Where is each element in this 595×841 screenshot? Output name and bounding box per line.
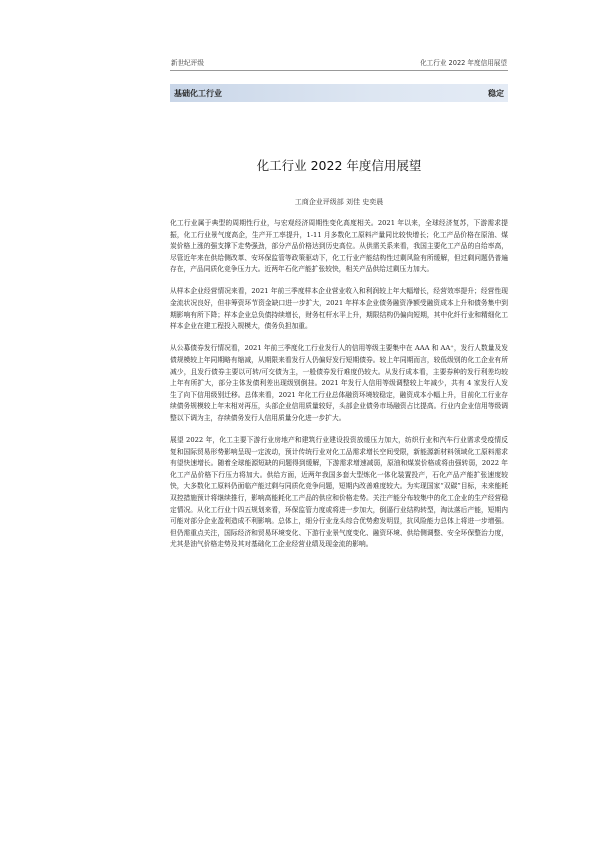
section-industry: 基础化工行业 xyxy=(174,89,222,98)
author-line: 工商企业评级部 刘佳 史奕晨 xyxy=(294,198,384,206)
section-outlook: 稳定 xyxy=(488,89,504,98)
page-title: 化工行业 2022 年度信用展望 xyxy=(256,158,422,173)
section-bar xyxy=(170,84,508,102)
paragraph: 从样本企业经营情况来看，2021 年前三季度样本企业营业收入和利润较上年大幅增长，经营效率提升；经营性现金流状况良好，但非筹资环节资金缺口进一步扩大，2021 年样本企业债务融资净额受融资成本上升和债务集中到期影响有所下降；样本企业总负债持续增长，财务杠杆水平上升，期限结构仍偏向短期，其中化纤行业和精细化工样本企业在建工程投入规模大，债务负担加重。 xyxy=(170,287,508,331)
header-doc-title: 化工行业 2022 年度信用展望 xyxy=(420,59,507,67)
paragraph: 化工行业属于典型的周期性行业，与宏观经济周期性变化高度相关。2021 年以来，全球经济复苏，下游需求提振，化工行业景气度高企，生产开工率提升，1-11 月多数化工原料产量同比较快增长；化工产品价格在原油、煤炭价格上涨的强支撑下走势强劲，部分产品价格达到历史高位。从供需关系来看，我国主要化工产品的自给率高，尽管近年来在供给侧改革、安环保监管等政策驱动下，化工行业产能结构性过剩风险有所缓解，但过剩问题仍普遍存在，产品同质化竞争压力大。近两年石化产能扩张较快，相关产品供给过剩压力加大。 xyxy=(170,219,508,274)
page-header xyxy=(170,54,508,71)
paragraph: 从公募债券发行情况看，2021 年前三季度化工行业发行人的信用等级主要集中在 AAA 和 AA⁺，发行人数量及发债规模较上年同期略有缩减，从期限来看发行人仍偏好发行短期债券。较上年同期而言，较低级别的化工企业有所减少，且发行债券主要以可转/可交债为主，一般债券发行难度仍较大。从发行成本看，主要券种的发行利差均较上年有所扩大，部分主体发债利差出现级别倒挂。2021 年发行人信用等级调整较上年减少，共有 4 家发行人发生了向下信用级别迁移。总体来看，2021 年化工行业总体融资环境较稳定，融资成本小幅上升，目前化工行业存续债务规模较上年末相对再压，头部企业信用质量较好，头部企业债务市场融资占比提高。行业内企业信用等级调整以下调为主，存续债务发行人信用质量分化进一步扩大。 xyxy=(170,344,508,422)
paragraph: 展望 2022 年，化工主要下游行业房地产和建筑行业建设投资放缓压力加大，纺织行业和汽车行业需求受疫情反复和国际贸易形势影响呈现一定波动，预计传统行业对化工品需求增长空间受限，新能源新材料领域化工原料需求有望快速增长。随着全球能源短缺的问题得到缓解，下游需求增速减弱，原油和煤炭价格或将由强转弱，2022 年化工产品价格下行压力将加大。供给方面，近两年我国多套大型炼化一体化装置投产，石化产品产能扩张速度较快，大多数化工原料仍面临产能过剩与同质化竞争问题，短期内改善难度较大。为实现国家“双碳”目标，未来能耗双控措施预计将继续推行，影响高能耗化工产品的供应和价格走势。关注产能分布较集中的化工企业的生产经营稳定情况。从化工行业十四五规划来看，环保监管力度或将进一步加大，倒逼行业结构转型，淘汰落后产能，短期内可能对部分企业盈利造成不利影响。总体上，细分行业龙头综合优势愈发明显，抗风险能力总体上将进一步增强。但仍需重点关注，国际经济和贸易环境变化、下游行业景气度变化、融资环境、供给侧调整、安全环保整治力度，尤其是油气价格走势及其对基础化工企业经营业绩及现金流的影响。 xyxy=(170,436,508,549)
body-text xyxy=(170,218,508,561)
header-publisher: 新世纪评级 xyxy=(171,59,204,67)
